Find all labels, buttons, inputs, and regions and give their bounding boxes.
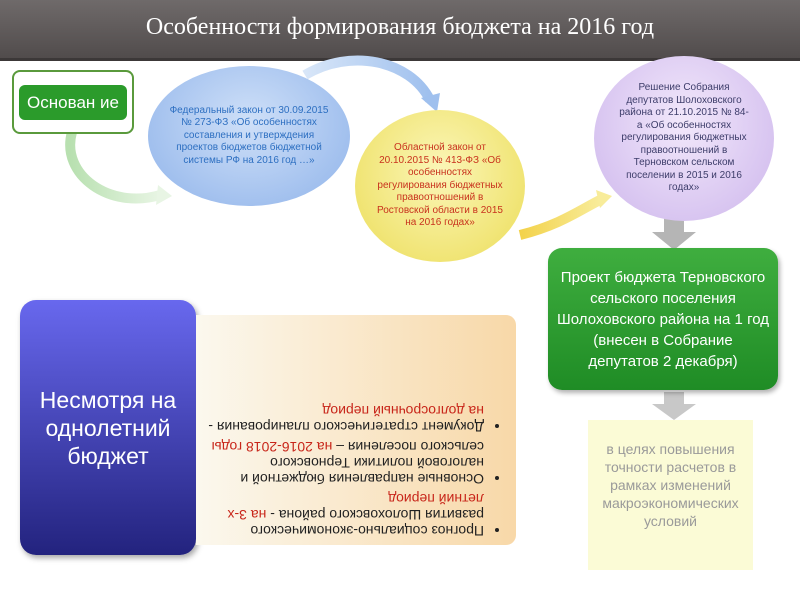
- federal-law-oval: [148, 66, 350, 206]
- decision-text: Решение Собрания депутатов Шолоховского района от 21.10.2015 № 84-а «Об особенностях регулирования бюджетных правоотношений в Терновском сельском поселении в 2015 и 2016 годах»: [619, 82, 749, 194]
- document-item: [208, 491, 484, 539]
- basis-label: Основан ие: [19, 85, 127, 120]
- document-item-text: Документ стратегического планирования -: [208, 419, 484, 435]
- basis-box: [12, 70, 134, 134]
- arrow-project-to-goal: [652, 392, 696, 420]
- document-item-text: Основные направления бюджетной и налоговой политики Терновского сельского поселения –: [240, 439, 484, 487]
- document-item-period: на долгосрочный период: [322, 403, 484, 419]
- document-item: [208, 403, 484, 435]
- planning-documents-list: [208, 403, 500, 539]
- goal-text: в целях повышения точности расчетов в рамках изменений макроэкономических условий: [602, 441, 739, 529]
- budget-project-text: Проект бюджета Терновского сельского поселения Шолоховского района на 1 год (внесен в Собрание депутатов 2 декабря): [557, 268, 769, 370]
- goal-box: [588, 420, 753, 570]
- planning-documents-mirrored: [196, 315, 516, 545]
- page-title: Особенности формирования бюджета на 2016 год: [145, 14, 655, 40]
- budget-project-box: [548, 248, 778, 390]
- federal-law-text: Федеральный закон от 30.09.2015 № 273-ФЗ «Об особенностях составления и утверждения проектов бюджетов бюджетной системы РФ на 2016 год …»: [169, 104, 329, 166]
- despite-box: [20, 300, 196, 555]
- document-item: [208, 439, 484, 487]
- document-item-text: Прогноз социально-экономического развития Шолоховского района -: [250, 507, 484, 539]
- planning-documents-panel: [196, 315, 516, 545]
- decision-oval: [594, 56, 774, 221]
- document-item-period: на 3-х летний период: [227, 491, 484, 523]
- document-item-period: на 2016-2018 годы: [211, 439, 333, 455]
- arrow-basis-to-federal-head: [156, 185, 172, 205]
- arrow-basis-to-federal: [70, 132, 160, 199]
- regional-law-oval: [355, 110, 525, 262]
- regional-law-text: Областной закон от 20.10.2015 № 413-ФЗ «Об особенностях регулирования бюджетных правоотношений в Ростовской области в 2015 на 2016 годах»: [377, 142, 503, 229]
- arrow-regional-to-decision: [520, 200, 600, 235]
- despite-text: Несмотря на однолетний бюджет: [39, 386, 177, 469]
- arrow-decision-to-project: [652, 216, 696, 250]
